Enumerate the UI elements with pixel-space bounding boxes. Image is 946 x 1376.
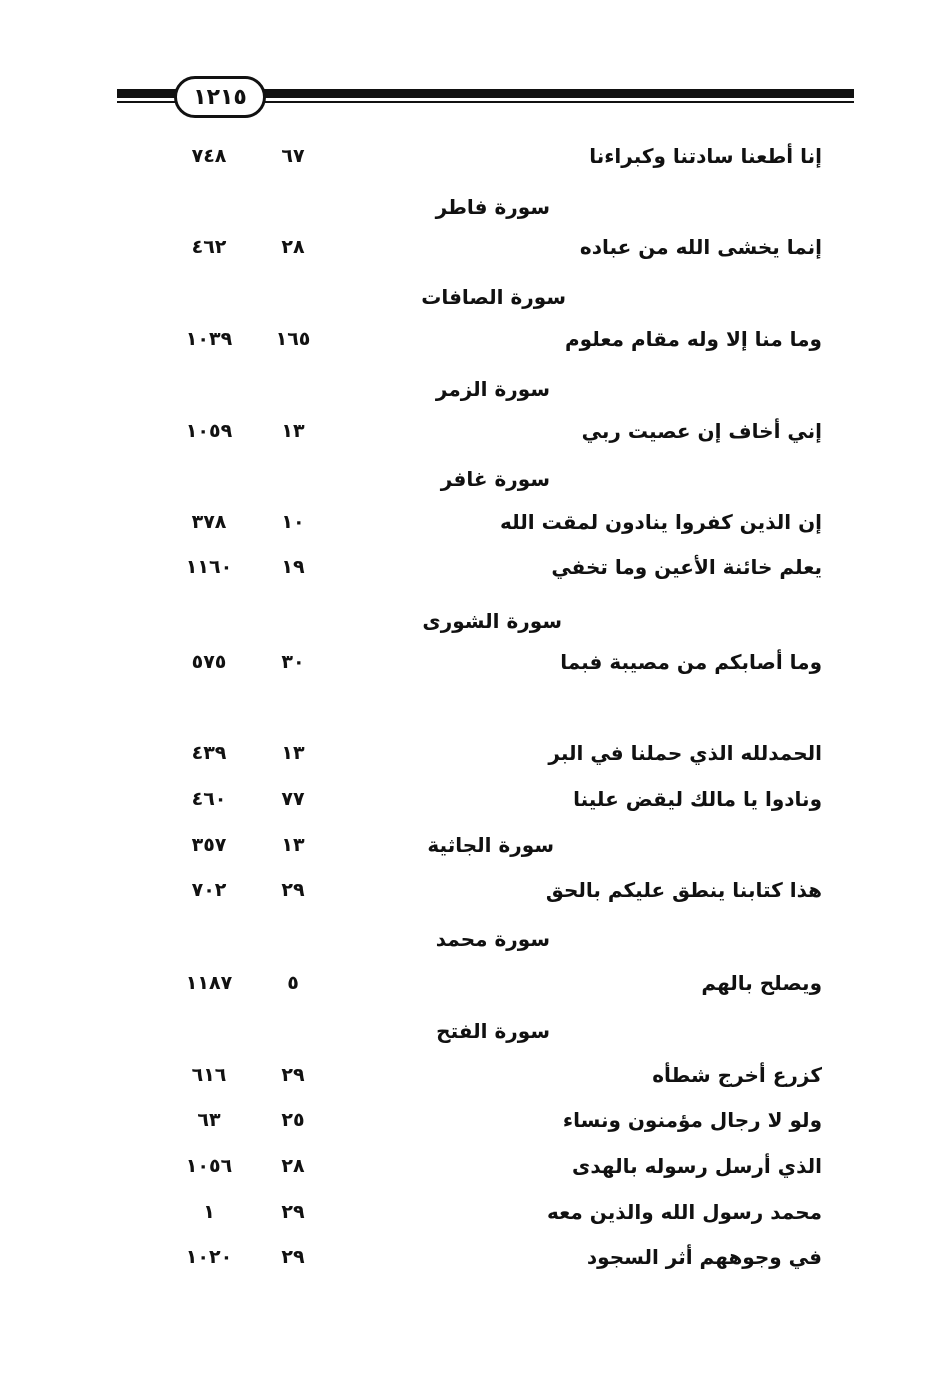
ayah-number: ٢٩ [281, 1064, 305, 1086]
surah-heading-row [0, 462, 946, 496]
surah-heading-row [0, 280, 946, 314]
surah-heading-row [0, 372, 946, 406]
surah-heading: سورة الصافات [421, 285, 566, 309]
ayah-number: ٢٩ [281, 1246, 305, 1268]
verse-text: هذا كتابنا ينطق عليكم بالحق [545, 878, 822, 902]
page-reference: ١٠٣٩ [185, 328, 233, 350]
verse-text: ولو لا رجال مؤمنون ونساء [562, 1108, 822, 1132]
verse-text: في وجوههم أثر السجود [586, 1245, 822, 1269]
page-reference: ١٠٥٩ [185, 420, 233, 442]
verse-text: وما منا إلا وله مقام معلوم [565, 327, 822, 351]
surah-heading: سورة غافر [440, 467, 550, 491]
index-row [0, 1058, 946, 1092]
verse-text: ونادوا يا مالك ليقض علينا [573, 787, 822, 811]
page-reference: ٣٧٨ [191, 511, 227, 533]
index-row [0, 1240, 946, 1274]
index-row [0, 505, 946, 539]
index-row [0, 414, 946, 448]
surah-heading: سورة محمد [435, 927, 550, 951]
surah-heading-row [0, 1014, 946, 1048]
ayah-number: ١٦٥ [275, 328, 311, 350]
ayah-number: ١٣ [281, 834, 305, 856]
verse-text: الذي أرسل رسوله بالهدى [572, 1154, 822, 1178]
verse-text: وما أصابكم من مصيبة فبما [560, 650, 822, 674]
verse-text: إن الذين كفروا ينادون لمقت الله [499, 510, 822, 534]
verse-text: إنا أطعنا سادتنا وكبراءنا [589, 144, 822, 168]
ayah-number: ١٣ [281, 742, 305, 764]
page-reference: ٤٦٢ [191, 236, 227, 258]
verse-text: إنما يخشى الله من عباده [579, 235, 822, 259]
verse-text: يعلم خائنة الأعين وما تخفي [551, 555, 822, 579]
page-reference: ١ [203, 1201, 215, 1223]
verse-text: ويصلح بالهم [701, 971, 822, 995]
ayah-number: ٢٨ [281, 1155, 305, 1177]
index-row [0, 230, 946, 264]
page-reference: ٧٠٢ [191, 879, 227, 901]
index-row [0, 873, 946, 907]
ayah-number: ٧٧ [281, 788, 305, 810]
index-row [0, 1149, 946, 1183]
surah-heading: سورة الشورى [422, 609, 562, 633]
index-row [0, 139, 946, 173]
surah-heading: سورة الجاثية [427, 833, 554, 857]
index-row [0, 1195, 946, 1229]
page-reference: ٧٤٨ [191, 145, 227, 167]
page-reference: ١٠٢٠ [185, 1246, 233, 1268]
ayah-number: ٢٩ [281, 879, 305, 901]
page-number: ١٢١٥ [174, 76, 266, 118]
ayah-number: ٣٠ [281, 651, 305, 673]
ayah-number: ١٣ [281, 420, 305, 442]
index-row [0, 550, 946, 584]
surah-heading-row [0, 922, 946, 956]
surah-heading-row [0, 604, 946, 638]
ayah-number: ٢٨ [281, 236, 305, 258]
verse-text: كزرع أخرج شطأه [652, 1063, 822, 1087]
index-row [0, 322, 946, 356]
page-reference: ٦٣ [197, 1109, 221, 1131]
page-reference: ٤٣٩ [191, 742, 227, 764]
ayah-number: ١٩ [281, 556, 305, 578]
verse-text: محمد رسول الله والذين معه [547, 1200, 822, 1224]
page-reference: ٣٥٧ [191, 834, 227, 856]
page-reference: ١١٦٠ [185, 556, 233, 578]
ayah-number: ٥ [287, 972, 299, 994]
page-reference: ٥٧٥ [191, 651, 227, 673]
index-row [0, 736, 946, 770]
verse-text: الحمدلله الذي حملنا في البر [548, 741, 822, 765]
surah-heading-row [0, 828, 946, 862]
surah-heading-row [0, 190, 946, 224]
ayah-number: ٦٧ [281, 145, 305, 167]
surah-heading: سورة الزمر [435, 377, 550, 401]
index-row [0, 1103, 946, 1137]
page-reference: ٦١٦ [191, 1064, 227, 1086]
surah-heading: سورة الفتح [436, 1019, 550, 1043]
index-row [0, 645, 946, 679]
index-row [0, 782, 946, 816]
index-row [0, 966, 946, 1000]
page-reference: ١٠٥٦ [185, 1155, 233, 1177]
page-reference: ٤٦٠ [191, 788, 227, 810]
ayah-number: ٢٩ [281, 1201, 305, 1223]
surah-heading: سورة فاطر [435, 195, 550, 219]
ayah-number: ١٠ [281, 511, 305, 533]
page-reference: ١١٨٧ [185, 972, 233, 994]
ayah-number: ٢٥ [281, 1109, 305, 1131]
verse-text: إني أخاف إن عصيت ربي [581, 419, 822, 443]
